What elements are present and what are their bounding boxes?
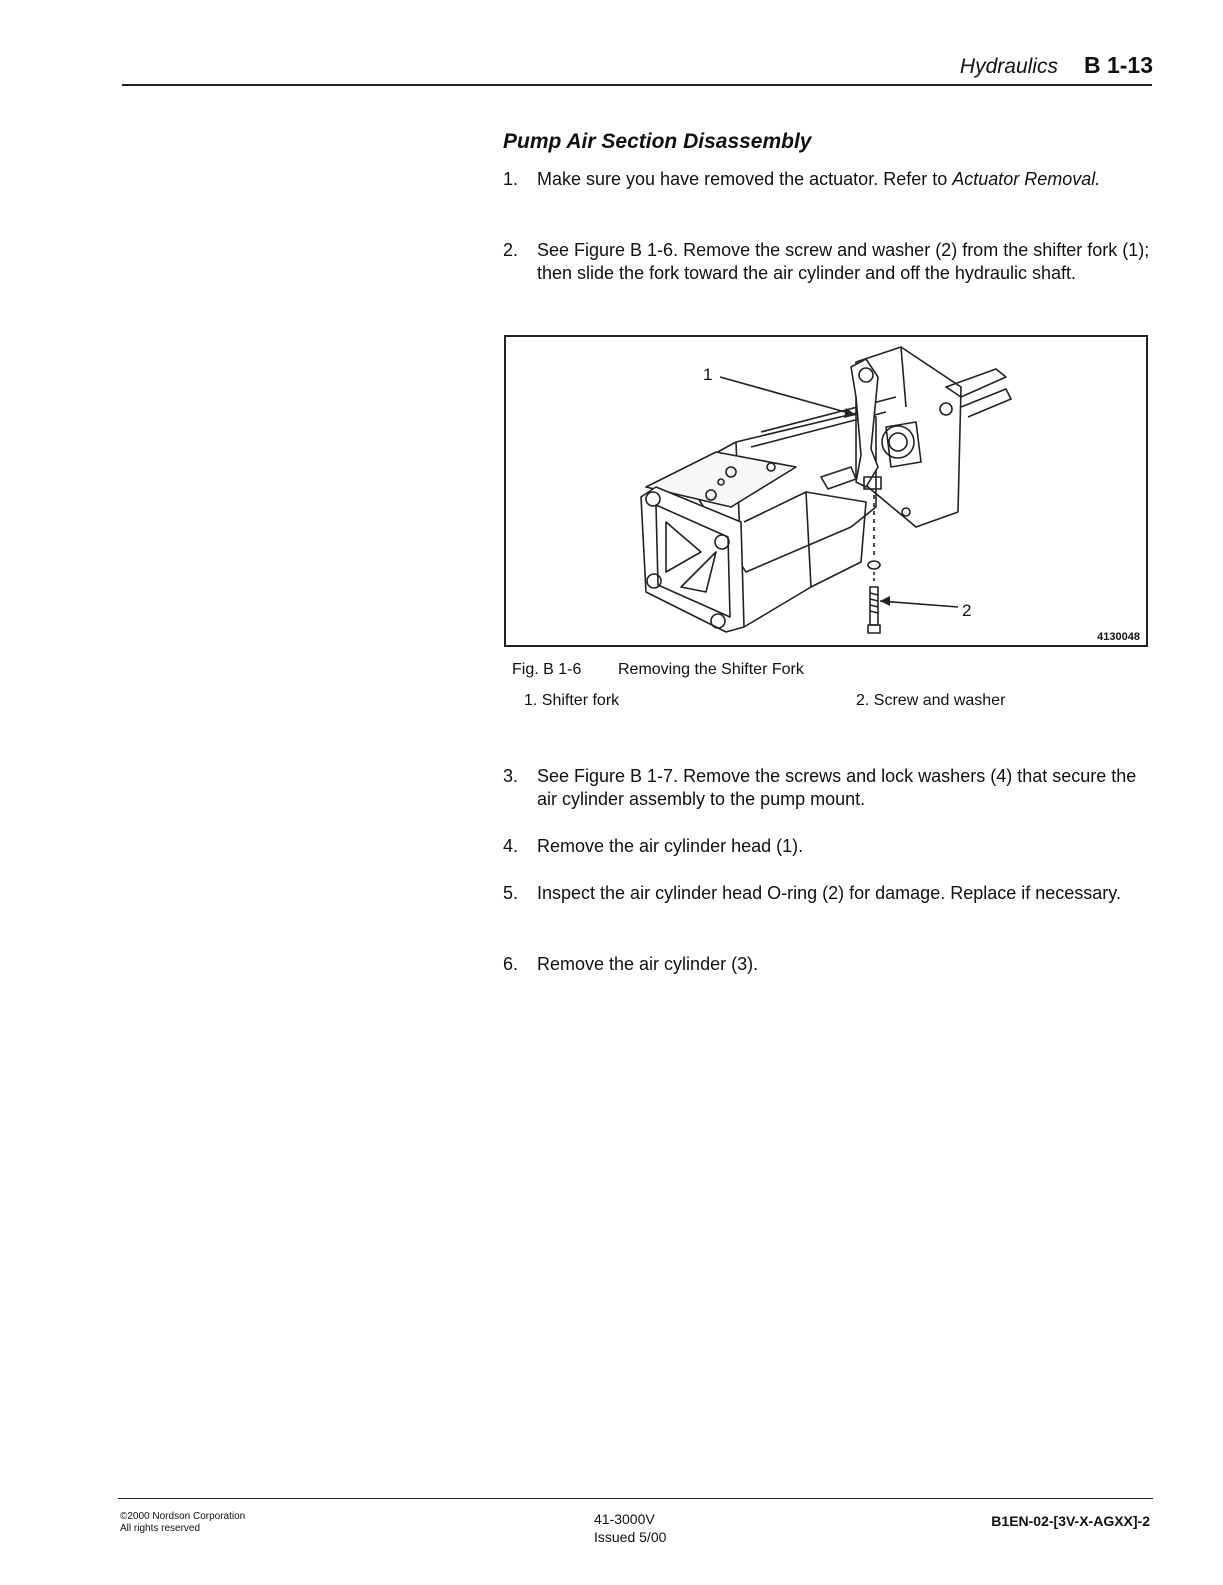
legend-item-shifter-fork: 1. Shifter fork xyxy=(524,692,620,709)
figure-shifter-fork xyxy=(504,335,1148,647)
step-reference: Actuator Removal. xyxy=(952,169,1101,189)
step-6 xyxy=(503,953,1153,976)
step-3 xyxy=(503,765,1153,811)
step-2 xyxy=(503,239,1153,285)
step-number: 5. xyxy=(503,883,519,903)
step-text: Remove the air cylinder head (1). xyxy=(537,836,804,856)
step-1 xyxy=(503,168,1153,191)
step-text: Inspect the air cylinder head O-ring (2) for damage. Replace if necessary. xyxy=(537,883,1121,903)
step-text: Make sure you have removed the actuator. Refer to xyxy=(537,169,953,189)
section-heading: Pump Air Section Disassembly xyxy=(503,130,812,153)
step-number: 1. xyxy=(503,169,519,189)
section-title: Hydraulics xyxy=(959,55,1058,78)
step-text: Remove the air cylinder (3). xyxy=(537,954,759,974)
page-header xyxy=(960,52,1153,86)
copyright-line: ©2000 Nordson Corporation xyxy=(120,1511,246,1522)
issue-date: Issued 5/00 xyxy=(594,1529,667,1545)
step-4 xyxy=(503,835,1153,858)
step-number: 3. xyxy=(503,766,519,786)
caption-label: Fig. B 1-6 xyxy=(512,661,582,678)
callout-2: 2 xyxy=(962,601,972,620)
footer-copyright xyxy=(120,1511,245,1535)
rights-line: All rights reserved xyxy=(120,1523,201,1534)
figure-number: 4130048 xyxy=(1097,631,1140,643)
footer-code: B1EN-02-[3V-X-AGXX]-2 xyxy=(991,1513,1150,1529)
figure-caption xyxy=(512,661,804,679)
step-number: 6. xyxy=(503,954,519,974)
footer-rule xyxy=(118,1498,1153,1499)
header-rule xyxy=(122,84,1152,86)
footer-doc-info xyxy=(594,1510,666,1546)
step-text: See Figure B 1-6. Remove the screw and washer (2) from the shifter fork (1); then slide the fork toward the air cylinder and off the hydraulic shaft. xyxy=(537,240,1150,283)
step-number: 4. xyxy=(503,836,519,856)
pump-illustration xyxy=(506,337,1146,645)
callout-1: 1 xyxy=(703,365,713,384)
doc-number: 41-3000V xyxy=(594,1511,655,1527)
step-number: 2. xyxy=(503,240,519,260)
step-5 xyxy=(503,882,1153,905)
caption-title: Removing the Shifter Fork xyxy=(618,661,804,678)
step-text: See Figure B 1-7. Remove the screws and lock washers (4) that secure the air cylinder assembly to the pump mount. xyxy=(537,766,1137,809)
callout-2-arrowhead xyxy=(880,596,890,606)
page-number: B 1-13 xyxy=(1083,52,1153,78)
legend-item-screw-washer: 2. Screw and washer xyxy=(856,692,1006,709)
